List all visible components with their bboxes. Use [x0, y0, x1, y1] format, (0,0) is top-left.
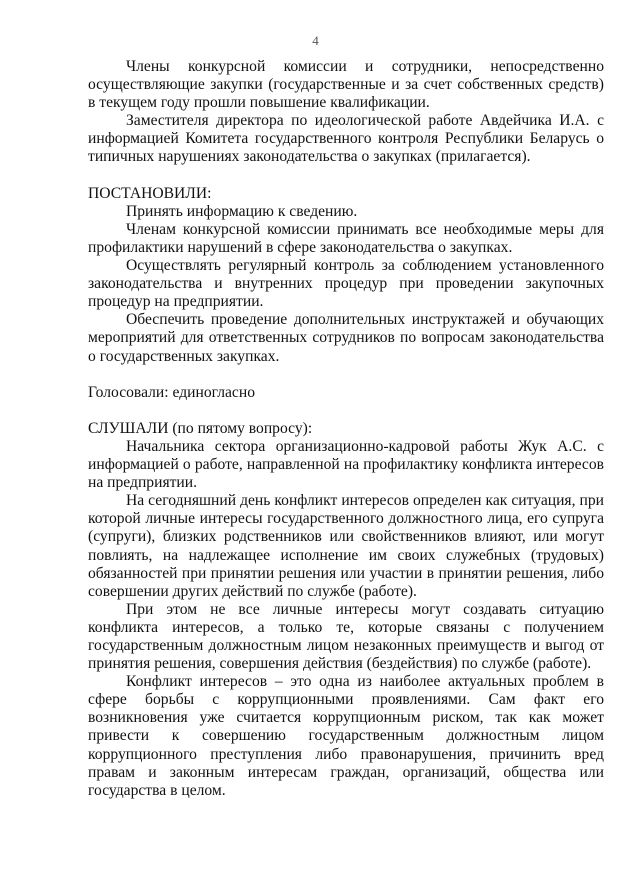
- hearing-heading: СЛУШАЛИ (по пятому вопросу):: [88, 419, 313, 437]
- resolution-item: Членам конкурсной комиссии принимать все необходимые меры для профилактики нарушений в сфере законодательства о закупках.: [88, 220, 604, 256]
- paragraph-training: Члены конкурсной комиссии и сотрудники, непосредственно осуществляющие закупки (государственные и за счет собственных средств) в текущем году прошли повышение квалификации.: [88, 58, 604, 112]
- resolution-item: Обеспечить проведение дополнительных инструктажей и обучающих мероприятий для ответственных сотрудников по вопросам законодательства о государственных закупках.: [88, 311, 604, 365]
- vote-result: Голосовали: единогласно: [88, 383, 255, 401]
- spacer: [88, 167, 604, 185]
- hearing-paragraph: При этом не все личные интересы могут создавать ситуацию конфликта интересов, а только те, которые связаны с получением государственным должностным лицом незаконных преимуществ и выгод от принятия решения, совершения действия (бездействия) по службе (работе).: [88, 600, 604, 673]
- resolution-item: Принять информацию к сведению.: [126, 202, 358, 220]
- resolution-heading: ПОСТАНОВИЛИ:: [88, 184, 212, 202]
- paragraph-deputy-director-report: Заместителя директора по идеологической работе Авдейчика И.А. с информацией Комитета государственного контроля Республики Беларусь о типичных нарушениях законодательства о закупках (прилагается).: [88, 112, 604, 166]
- hearing-paragraph: На сегодняшний день конфликт интересов определен как ситуация, при которой личные интересы государственного должностного лица, его супруга (супруги), близких родственников или свойственников влияют, или могут повлиять, на надлежащее исполнение им своих служебных (трудовых) обязанностей при принятии решения или участии в принятии решения, либо совершении других действий по службе (работе).: [88, 492, 604, 600]
- hearing-paragraph: Начальника сектора организационно-кадровой работы Жук А.С. с информацией о работе, направленной на профилактику конфликта интересов на предприятии.: [88, 437, 604, 492]
- resolution-item: Осуществлять регулярный контроль за соблюдением установленного законодательства и внутренних процедур при проведении закупочных процедур на предприятии.: [88, 257, 604, 311]
- spacer: [88, 402, 604, 420]
- hearing-paragraph: Конфликт интересов – это одна из наиболее актуальных проблем в сфере борьбы с коррупционными проявлениями. Сам факт его возникновения уже считается коррупционным риском, так как может привести к совершению государственным должностным лицом коррупционного преступления либо правонарушения, причинить вред правам и законным интересам граждан, организаций, общества или государства в целом.: [88, 673, 604, 799]
- spacer: [88, 366, 604, 384]
- document-body: [88, 58, 604, 800]
- page-number: 4: [312, 33, 319, 48]
